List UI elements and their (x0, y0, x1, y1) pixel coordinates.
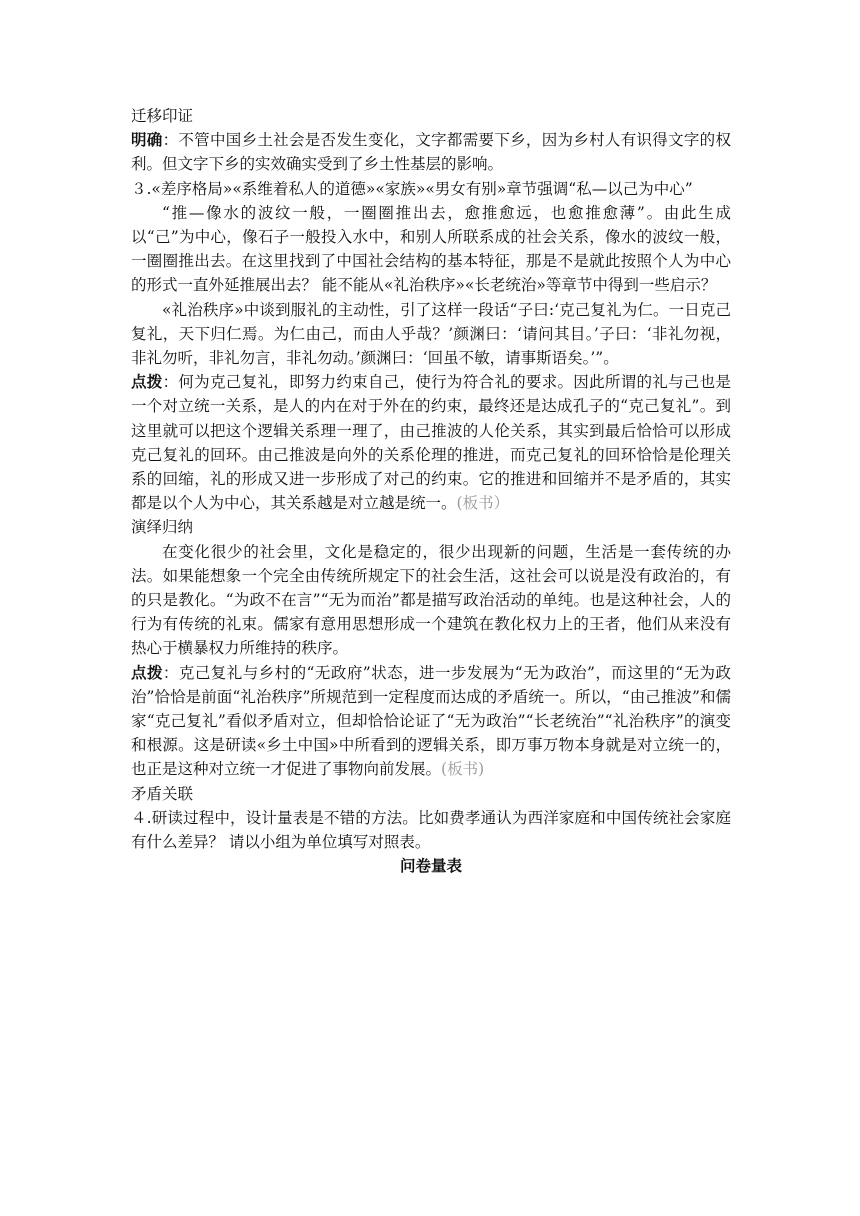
item-4-paragraph: ４.研读过程中，设计量表是不错的方法。比如费孝通认为西洋家庭和中国传统社会家庭有什么差异？ 请以小组为单位填写对照表。 (131, 808, 731, 852)
item-3-title: ３.«差序格局»«系维着私人的道德»«家族»«男女有别»章节强调“私—以己为中心” (131, 179, 693, 198)
table-title: 问卷量表 (399, 856, 462, 876)
tip-paragraph-2 (131, 661, 731, 782)
clarify-label: 明确 (131, 130, 163, 150)
item-3-paragraph-2: «礼治秩序»中谈到服礼的主动性，引了这样一段话“子曰:‘克己复礼为仁。一日克己复礼，天下归仁焉。为仁由己，而由人乎哉？’颜渊曰：‘请问其目。’子曰：‘非礼勿视，非礼勿听，非礼勿言，非礼勿动。’颜渊曰：‘回虽不敏，请事斯语矣。’”。 (131, 300, 731, 368)
tip-text-1: ：何为克己复礼，即努力约束自己，使行为符合礼的要求。因此所谓的礼与己也是一个对立统一关系，是人的内在对于外在的约束，最终还是达成孔子的“克己复礼”。到这里就可以把这个逻辑关系理一理了，由己推波的人伦关系，其实到最后恰恰可以形成克己复礼的回环。由己推波是向外的关系伦理的推进，而克己复礼的回环恰恰是伦理关系的回缩，礼的形成又进一步形成了对己的约束。它的推进和回缩并不是矛盾的，其实都是以个人为中心，其关系越是对立越是统一。 (131, 373, 731, 513)
board-note-1: (板书） (456, 494, 510, 513)
deduction-paragraph: 在变化很少的社会里，文化是稳定的，很少出现新的问题，生活是一套传统的办法。如果能想象一个完全由传统所规定下的社会生活，这社会可以说是没有政治的，有的只是教化。“为政不在言”“无为而治”都是描写政治活动的单纯。也是这种社会，人的行为有传统的礼束。儒家有意用思想形成一个建筑在教化权力上的王者，他们从来没有热心于横暴权力所维持的秩序。 (131, 542, 731, 658)
clarify-text: ：不管中国乡土社会是否发生变化，文字都需要下乡，因为乡村人有识得文字的权利。但文字下乡的实效确实受到了乡土性基层的影响。 (131, 131, 731, 174)
tip-paragraph-1 (131, 370, 731, 515)
document-page (131, 104, 731, 879)
clarify-paragraph (131, 128, 731, 176)
tip-text-2: ：克己复礼与乡村的“无政府”状态，进一步发展为“无为政治”，而这里的“无为政治”恰恰是前面“礼治秩序”所规范到一定程度而达成的矛盾统一。所以，“由己推波”和儒家“克己复礼”看似矛盾对立，但却恰恰论证了“无为政治”“长老统治”“礼治秩序”的演变和根源。这是研读«乡土中国»中所看到的逻辑关系，即万事万物本身就是对立统一的，也正是这种对立统一才促进了事物向前发展。 (131, 663, 731, 779)
item-3-paragraph-1: “推—像水的波纹一般，一圈圈推出去，愈推愈远，也愈推愈薄”。由此生成以“己”为中心，像石子一般投入水中，和别人所联系成的社会关系，像水的波纹一般，一圈圈推出去。在这里找到了中国社会结构的基本特征，那是不是就此按照个人为中心的形式一直外延推展出去？ 能不能从«礼治秩序»«长老统治»等章节中得到一些启示？ (131, 203, 731, 295)
tip-label-2: 点拨 (131, 662, 163, 682)
board-note-2: (板书) (441, 760, 485, 779)
section-heading-contradiction: 矛盾关联 (131, 784, 194, 803)
tip-label-1: 点拨 (131, 372, 163, 392)
section-heading-deduction: 演绎归纳 (131, 518, 194, 537)
section-heading-transfer: 迁移印证 (131, 107, 194, 125)
